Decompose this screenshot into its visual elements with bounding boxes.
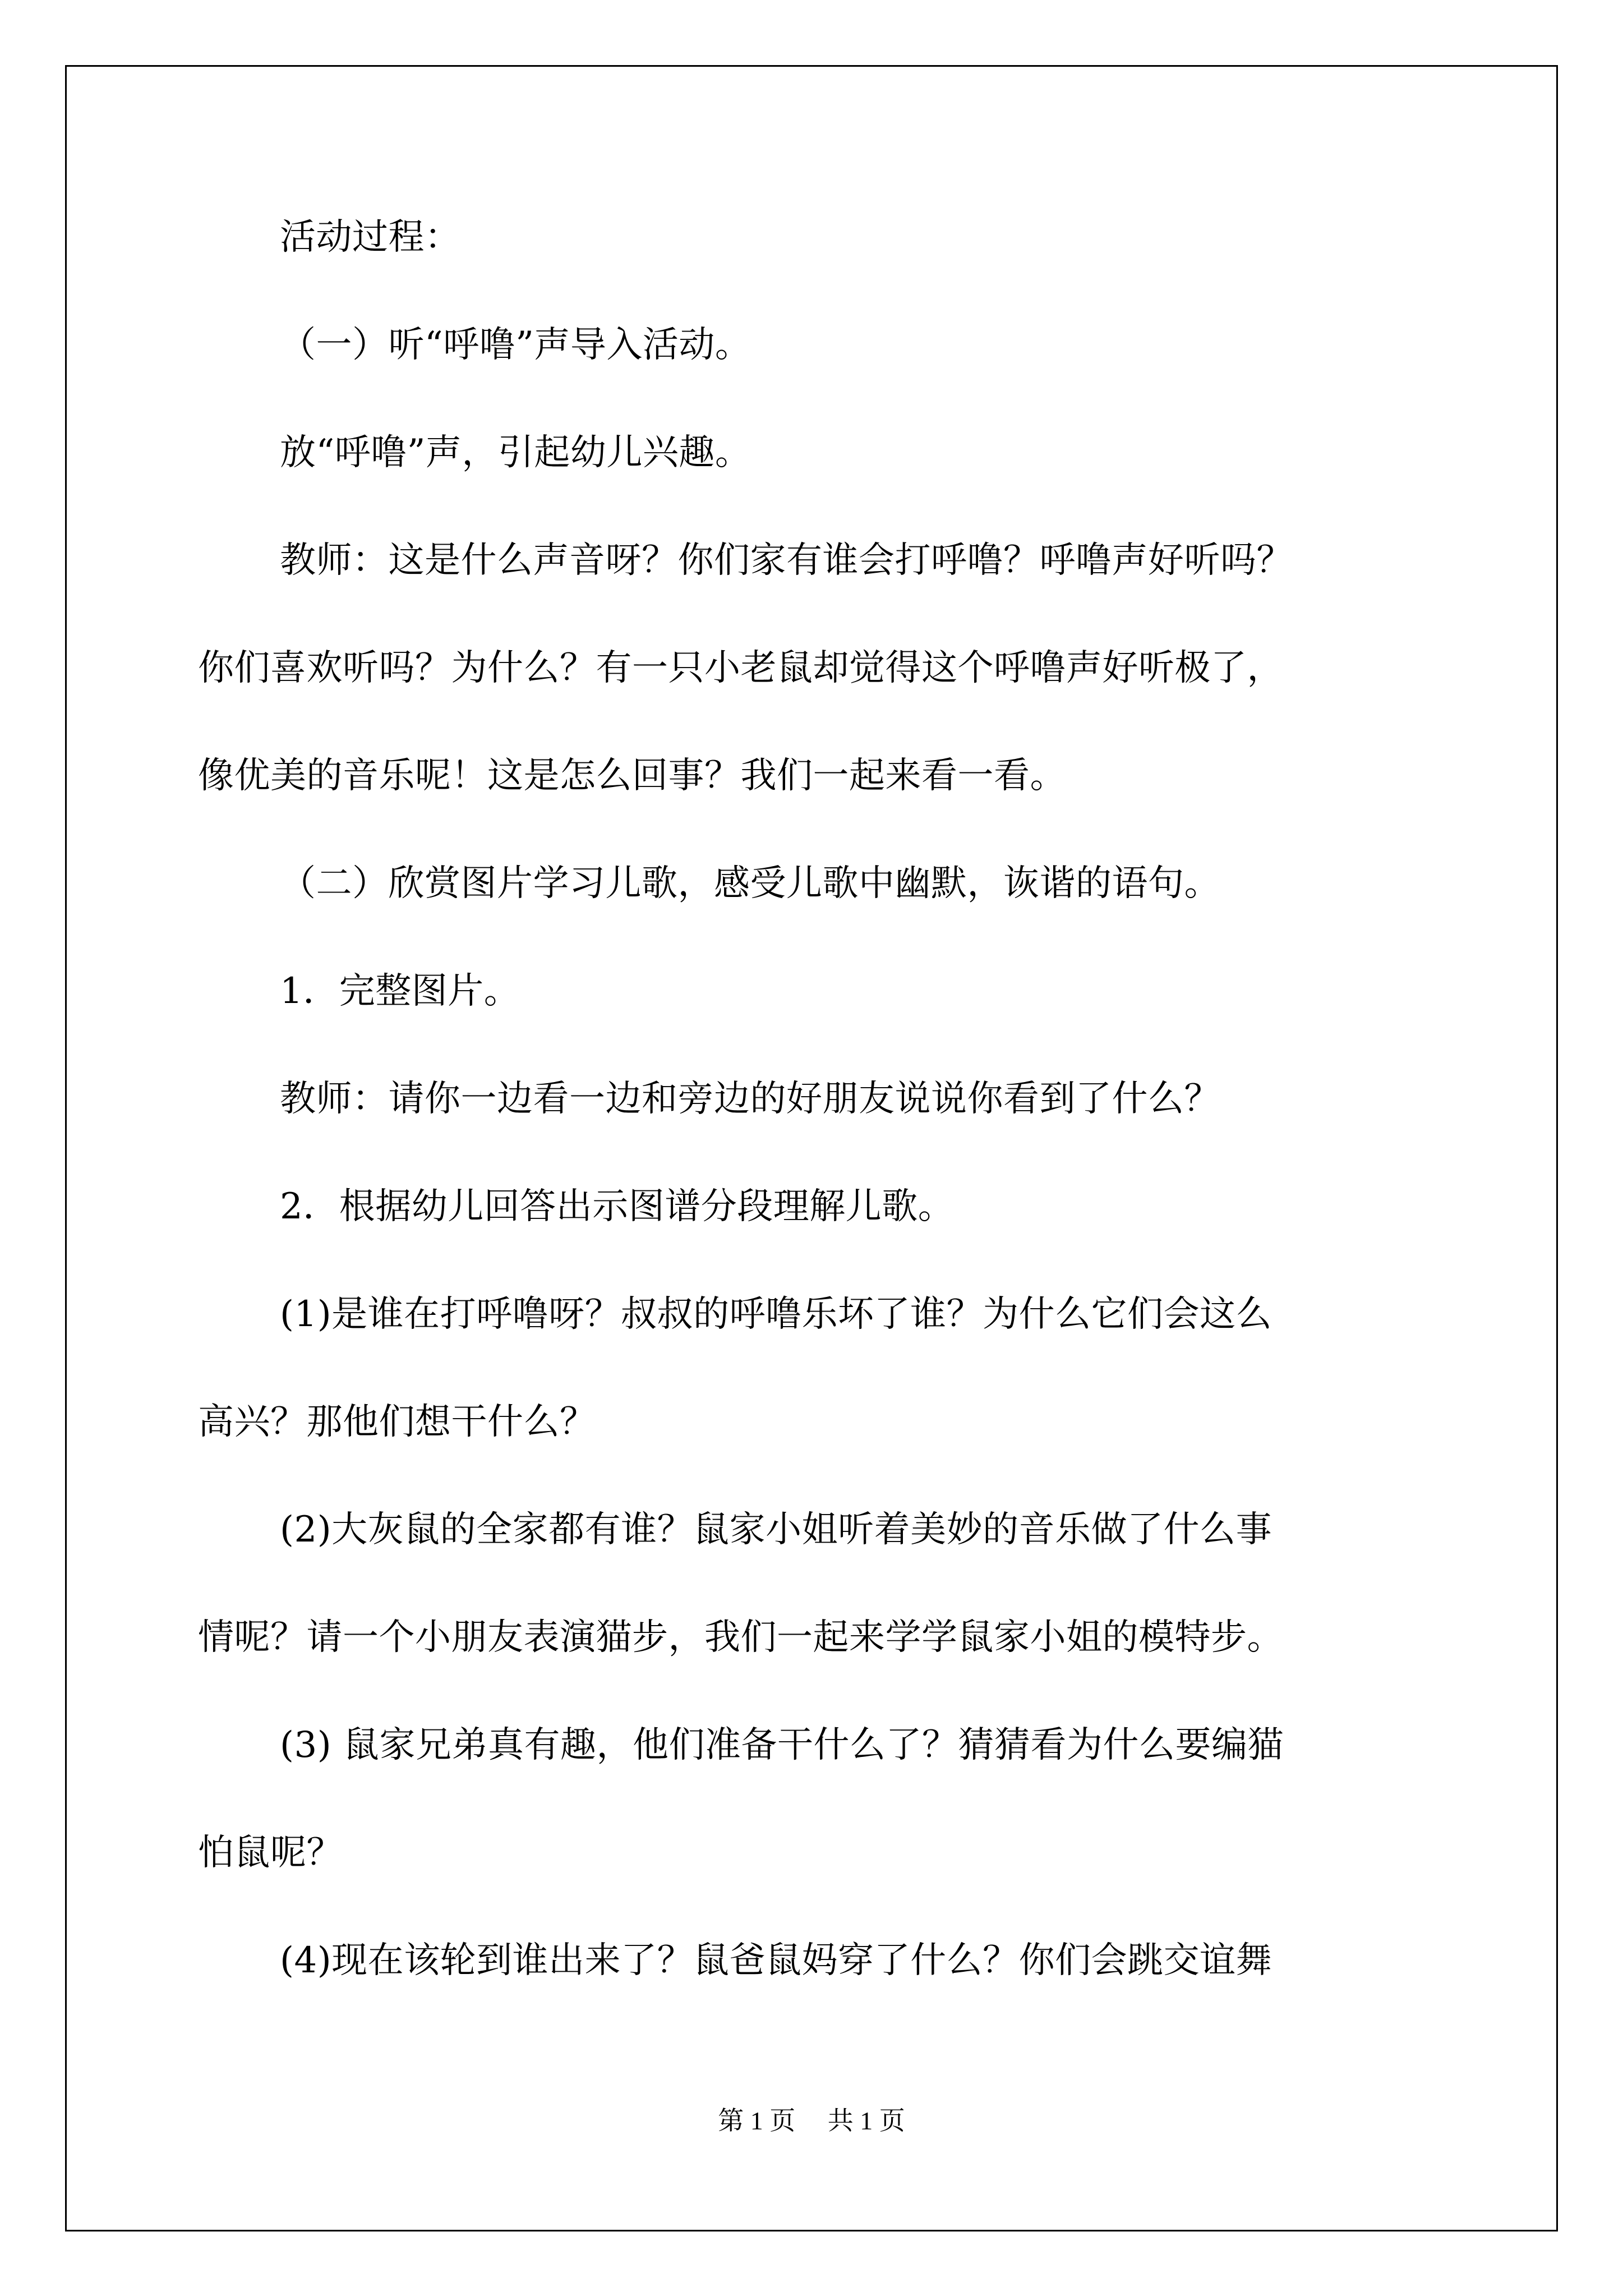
text-line: 2．根据幼儿回答出示图谱分段理解儿歌。 [280, 1186, 955, 1227]
text-line: (1)是谁在打呼噜呀？叔叔的呼噜乐坏了谁？为什么它们会这么 [280, 1294, 1272, 1335]
text-line: 像优美的音乐呢！这是怎么回事？我们一起来看一看。 [198, 755, 1066, 797]
text-line: 放“呼噜”声，引起幼儿兴趣。 [280, 432, 751, 473]
document-body [198, 213, 1432, 1985]
paragraph-item-1 [198, 967, 1432, 1016]
paragraph-play-sound [198, 429, 1432, 477]
paragraph-teacher-question [198, 536, 1432, 800]
text-line: （二）欣赏图片学习儿歌，感受儿歌中幽默，诙谐的语句。 [280, 863, 1220, 904]
text-line: 教师：这是什么声音呀？你们家有谁会打呼噜？呼噜声好听吗？ [280, 540, 1293, 581]
paragraph-item-2 [198, 1182, 1432, 1231]
paragraph-subitem-1 [198, 1290, 1432, 1447]
text-line: 教师：请你一边看一边和旁边的好朋友说说你看到了什么？ [280, 1078, 1220, 1120]
paragraph-subitem-3 [198, 1721, 1432, 1878]
page-number-label: 第 1 页 共 1 页 [718, 2106, 905, 2135]
page-footer [0, 2100, 1623, 2137]
text-line: 高兴？那他们想干什么？ [198, 1401, 596, 1443]
paragraph-step-one [198, 321, 1432, 370]
text-line: 怕鼠呢？ [198, 1832, 343, 1874]
paragraph-teacher-prompt [198, 1075, 1432, 1124]
text-line: 你们喜欢听吗？为什么？有一只小老鼠却觉得这个呼噜声好听极了， [198, 647, 1283, 689]
text-line: (3) 鼠家兄弟真有趣，他们准备干什么了？猜猜看为什么要编猫 [280, 1724, 1284, 1766]
text-line: (4)现在该轮到谁出来了？鼠爸鼠妈穿了什么？你们会跳交谊舞 [280, 1940, 1272, 1981]
text-line: 情呢？请一个小朋友表演猫步，我们一起来学学鼠家小姐的模特步。 [198, 1617, 1283, 1658]
text-line: 活动过程： [280, 217, 461, 258]
paragraph-step-two [198, 859, 1432, 908]
paragraph-heading-process [198, 213, 1432, 262]
paragraph-subitem-2 [198, 1506, 1432, 1662]
text-line: (2)大灰鼠的全家都有谁？鼠家小姐听着美妙的音乐做了什么事 [280, 1509, 1272, 1550]
text-line: 1．完整图片。 [280, 970, 520, 1012]
text-line: （一）听“呼噜”声导入活动。 [280, 324, 751, 366]
paragraph-subitem-4 [198, 1936, 1432, 1985]
